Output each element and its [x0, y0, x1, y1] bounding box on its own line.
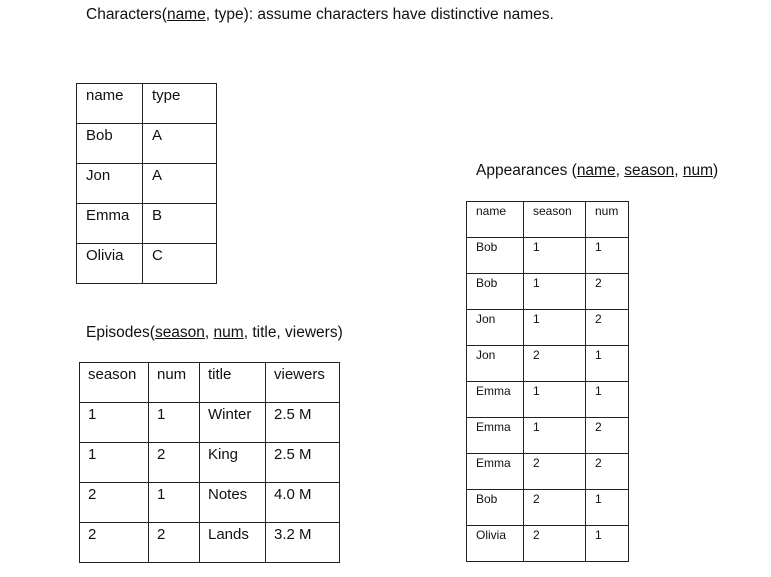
table-row [467, 310, 629, 346]
table-cell: Emma [467, 454, 524, 490]
table-cell: Bob [77, 124, 143, 164]
table-cell: A [143, 124, 217, 164]
table-header-row [77, 84, 217, 124]
table-cell: 2.5 M [266, 403, 340, 443]
table-cell: 2.5 M [266, 443, 340, 483]
table-header-cell: num [149, 363, 200, 403]
primary-key-name: name [576, 162, 616, 179]
table-row [77, 204, 217, 244]
table-cell: 1 [586, 490, 629, 526]
primary-key-num: num [213, 324, 244, 341]
characters-schema-caption [86, 6, 554, 24]
table-row [467, 274, 629, 310]
table-cell: 3.2 M [266, 523, 340, 563]
table-cell: 2 [524, 346, 586, 382]
table-cell: Bob [467, 238, 524, 274]
table-cell: Emma [77, 204, 143, 244]
table-cell: Bob [467, 490, 524, 526]
caption-text: , title, viewers) [243, 324, 343, 341]
characters-table [76, 83, 217, 284]
table-cell: A [143, 164, 217, 204]
table-cell: 2 [149, 523, 200, 563]
table-cell: Notes [200, 483, 266, 523]
table-cell: 2 [586, 310, 629, 346]
table-cell: 2 [586, 274, 629, 310]
caption-text: ) [712, 162, 719, 179]
caption-text: Characters( [86, 6, 167, 23]
episodes-table-body [80, 363, 340, 563]
table-cell: 4.0 M [266, 483, 340, 523]
table-cell: 1 [80, 403, 149, 443]
table-header-cell: name [77, 84, 143, 124]
table-cell: 1 [586, 238, 629, 274]
table-cell: 1 [149, 483, 200, 523]
table-cell: Olivia [77, 244, 143, 284]
table-header-cell: num [586, 202, 629, 238]
table-cell: 1 [80, 443, 149, 483]
table-row [80, 483, 340, 523]
table-row [77, 164, 217, 204]
table-header-row [467, 202, 629, 238]
table-cell: 2 [80, 483, 149, 523]
table-row [467, 526, 629, 562]
appearances-schema-caption [476, 162, 718, 180]
table-row [80, 523, 340, 563]
table-cell: Jon [467, 310, 524, 346]
episodes-table [79, 362, 340, 563]
caption-separator: , [615, 162, 625, 179]
table-cell: 2 [524, 526, 586, 562]
caption-text: Appearances ( [476, 162, 577, 179]
table-header-cell: name [467, 202, 524, 238]
table-cell: 2 [524, 490, 586, 526]
table-row [80, 443, 340, 483]
appearances-table [466, 201, 629, 562]
caption-separator: , [674, 162, 683, 179]
table-cell: 2 [80, 523, 149, 563]
table-cell: 1 [149, 403, 200, 443]
table-cell: 2 [586, 418, 629, 454]
table-cell: Winter [200, 403, 266, 443]
table-row [467, 238, 629, 274]
table-cell: Emma [467, 382, 524, 418]
table-header-cell: season [524, 202, 586, 238]
table-header-cell: type [143, 84, 217, 124]
table-cell: 1 [524, 310, 586, 346]
characters-table-body [77, 84, 217, 284]
table-cell: 2 [586, 454, 629, 490]
table-header-cell: title [200, 363, 266, 403]
primary-key-name: name [166, 6, 206, 23]
table-row [467, 346, 629, 382]
table-cell: 2 [524, 454, 586, 490]
episodes-schema-caption [86, 324, 343, 342]
table-row [77, 244, 217, 284]
table-cell: 1 [524, 274, 586, 310]
table-cell: Olivia [467, 526, 524, 562]
table-cell: C [143, 244, 217, 284]
table-header-cell: season [80, 363, 149, 403]
table-row [80, 403, 340, 443]
table-cell: 2 [149, 443, 200, 483]
primary-key-season: season [624, 162, 675, 179]
table-cell: 1 [524, 418, 586, 454]
table-cell: Bob [467, 274, 524, 310]
table-row [467, 454, 629, 490]
table-cell: 1 [586, 526, 629, 562]
primary-key-num: num [682, 162, 713, 179]
table-cell: 1 [586, 382, 629, 418]
table-cell: 1 [586, 346, 629, 382]
table-cell: Jon [467, 346, 524, 382]
caption-separator: , [204, 324, 214, 341]
table-cell: Jon [77, 164, 143, 204]
table-header-row [80, 363, 340, 403]
table-cell: 1 [524, 382, 586, 418]
appearances-table-body [467, 202, 629, 562]
primary-key-season: season [154, 324, 205, 341]
table-row [77, 124, 217, 164]
table-row [467, 490, 629, 526]
table-row [467, 382, 629, 418]
caption-text: , type): assume characters have distinctive names. [205, 6, 554, 23]
table-cell: 1 [524, 238, 586, 274]
caption-text: Episodes( [86, 324, 155, 341]
table-cell: King [200, 443, 266, 483]
table-cell: Lands [200, 523, 266, 563]
table-cell: B [143, 204, 217, 244]
table-cell: Emma [467, 418, 524, 454]
table-row [467, 418, 629, 454]
table-header-cell: viewers [266, 363, 340, 403]
